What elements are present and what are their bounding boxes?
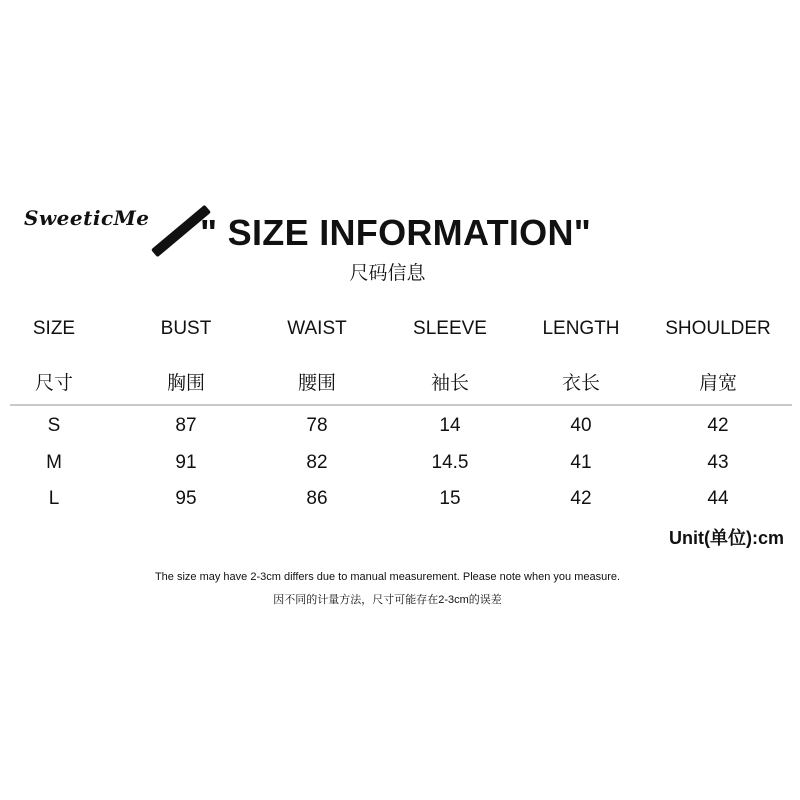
- table-cell-sleeve: 15: [439, 488, 461, 509]
- table-cell-waist: 86: [306, 488, 328, 509]
- table-cell-length: 41: [570, 452, 592, 473]
- header-size: SIZE: [32, 318, 76, 339]
- header-bust-cn: 胸围: [166, 373, 205, 394]
- table-cell-shoulder: 43: [707, 452, 729, 473]
- page-subtitle: 尺码信息: [349, 263, 426, 284]
- table-divider: [10, 404, 792, 406]
- table-cell-bust: 95: [175, 488, 197, 509]
- header-sleeve-cn: 袖长: [430, 373, 469, 394]
- unit-label: Unit(单位):cm: [669, 528, 784, 548]
- header-waist-cn: 腰围: [297, 373, 336, 394]
- header-sleeve: SLEEVE: [413, 318, 487, 339]
- table-cell-waist: 82: [306, 452, 328, 473]
- header-shoulder: SHOULDER: [665, 318, 771, 339]
- header-shoulder-cn: 肩宽: [698, 373, 737, 394]
- measurement-note-en: The size may have 2-3cm differs due to manual measurement. Please note when you measure.: [154, 571, 621, 583]
- header-size-cn: 尺寸: [34, 373, 73, 394]
- table-cell-waist: 78: [306, 415, 328, 436]
- header-waist: WAIST: [287, 318, 347, 339]
- page-title: " SIZE INFORMATION": [200, 212, 592, 253]
- table-cell-sleeve: 14.5: [431, 452, 469, 473]
- table-cell-shoulder: 44: [707, 488, 729, 509]
- table-cell-shoulder: 42: [707, 415, 729, 436]
- table-cell-bust: 91: [175, 452, 197, 473]
- header-length-cn: 衣长: [561, 373, 600, 394]
- table-cell-length: 42: [570, 488, 592, 509]
- table-cell-sleeve: 14: [439, 415, 461, 436]
- table-cell-size: L: [48, 488, 60, 509]
- header-bust: BUST: [160, 318, 212, 339]
- table-cell-size: S: [47, 415, 61, 436]
- header-length: LENGTH: [542, 318, 620, 339]
- brand-logo: [24, 200, 192, 260]
- table-cell-bust: 87: [175, 415, 197, 436]
- brand-logo-text: SweeticMe: [24, 206, 150, 230]
- table-cell-length: 40: [570, 415, 592, 436]
- measurement-note-cn: 因不同的计量方法，尺寸可能存在2-3cm的误差: [273, 594, 502, 606]
- table-cell-size: M: [46, 452, 62, 473]
